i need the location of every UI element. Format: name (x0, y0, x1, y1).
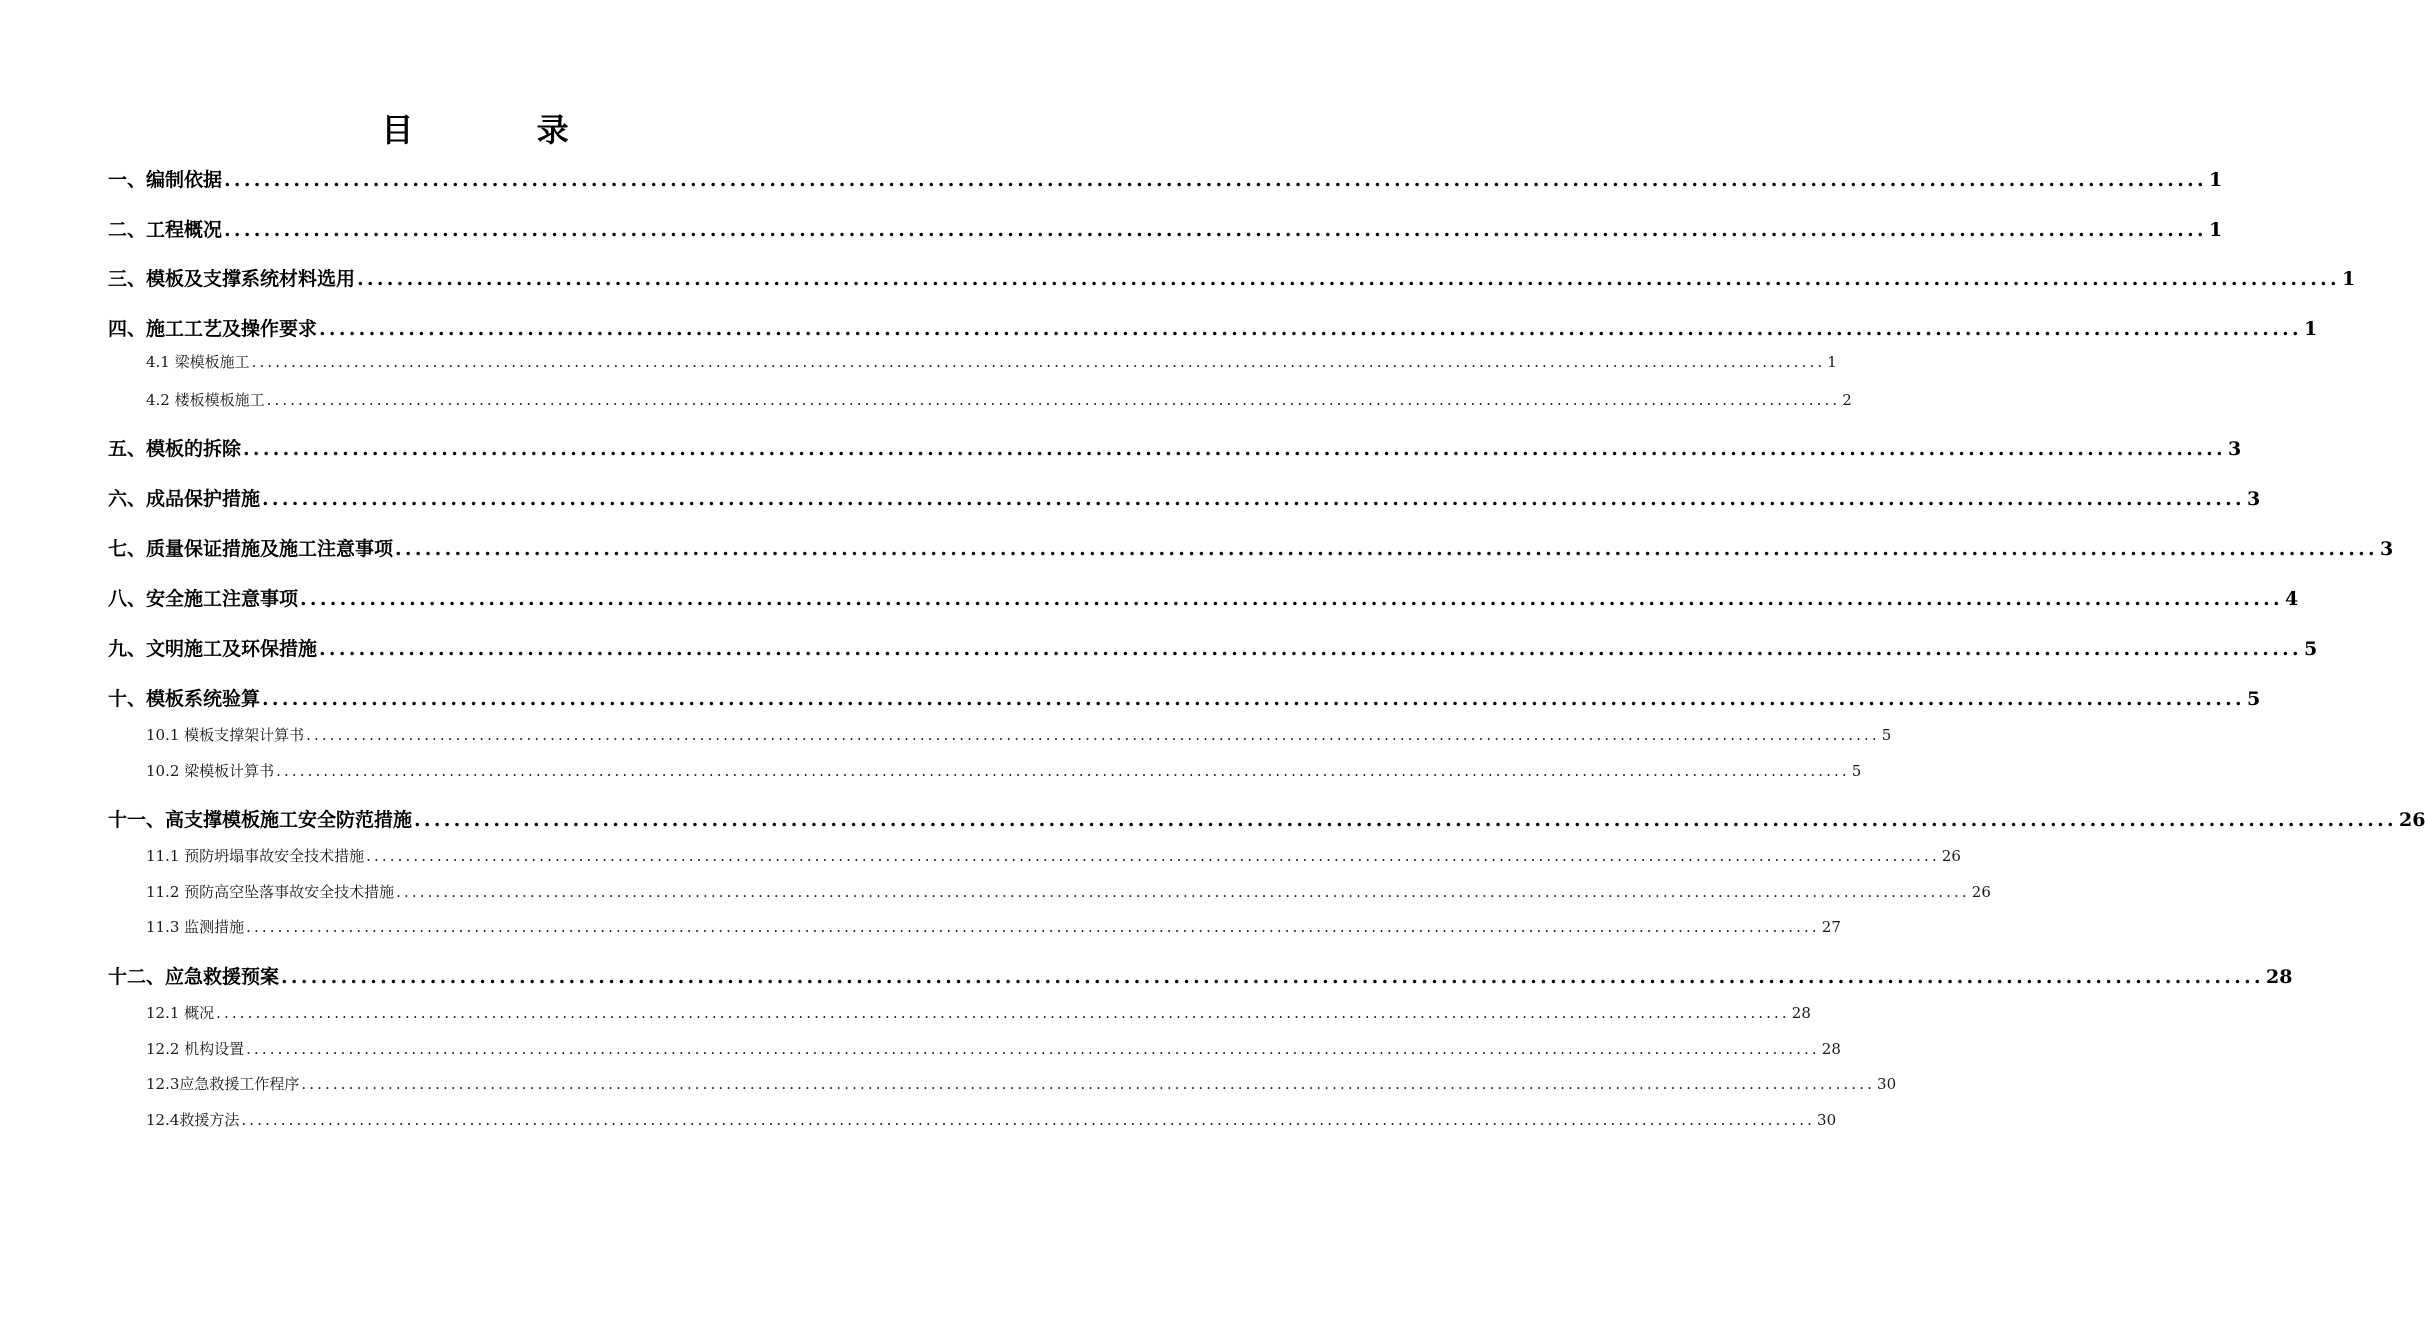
dot-leader: ........................................................................................................................................................................................................ (366, 847, 1940, 865)
toc-entry-section[interactable] (146, 1037, 1841, 1061)
dot-leader: ........................................................................................................................................................................................................ (357, 268, 2340, 290)
dot-leader: ........................................................................................................................................................................................................ (243, 438, 2226, 460)
toc-entry-page-number: 5 (2246, 688, 2261, 710)
toc-entry-label: 11.1 预防坍塌事故安全技术措施 (146, 847, 365, 865)
dot-leader: ........................................................................................................................................................................................................ (241, 1111, 1816, 1129)
toc-entry-label: 10.2 梁模板计算书 (146, 762, 275, 780)
toc-entry-section[interactable] (146, 880, 1991, 904)
toc-entry-section[interactable] (146, 759, 1862, 783)
dot-leader: ........................................................................................................................................................................................................ (396, 883, 1970, 901)
toc-entry-page-number: 4 (2284, 588, 2299, 610)
toc-entry-label: 二、工程概况 (108, 219, 223, 241)
dot-leader: ........................................................................................................................................................................................................ (300, 588, 2283, 610)
toc-entry-page-number: 3 (2227, 438, 2242, 460)
toc-entry-label: 五、模板的拆除 (108, 438, 242, 460)
toc-entry-label: 十二、应急救援预案 (108, 966, 280, 988)
toc-entry-page-number: 5 (1851, 762, 1862, 780)
toc-entry-page-number: 26 (1971, 883, 1991, 901)
dot-leader: ........................................................................................................................................................................................................ (319, 318, 2302, 340)
toc-entry-chapter[interactable] (108, 216, 2223, 244)
toc-entry-label: 十、模板系统验算 (108, 688, 261, 710)
toc-entry-section[interactable] (146, 1072, 1897, 1096)
toc-entry-page-number: 5 (2303, 638, 2318, 660)
dot-leader: ........................................................................................................................................................................................................ (414, 809, 2397, 831)
toc-entry-chapter[interactable] (108, 535, 2394, 563)
toc-entry-section[interactable] (146, 1001, 1811, 1025)
toc-entry-page-number: 3 (2379, 538, 2394, 560)
dot-leader: ........................................................................................................................................................................................................ (246, 918, 1820, 936)
toc-entry-page-number: 5 (1881, 726, 1892, 744)
toc-entry-section[interactable] (146, 350, 1837, 374)
dot-leader: ........................................................................................................................................................................................................ (306, 726, 1880, 744)
toc-entry-chapter[interactable] (108, 585, 2299, 613)
toc-entry-chapter[interactable] (108, 685, 2261, 713)
toc-title: 目 录 (381, 111, 625, 149)
toc-entry-page-number: 26 (1941, 847, 1961, 865)
toc-entry-label: 八、安全施工注意事项 (108, 588, 299, 610)
toc-entry-label: 一、编制依据 (108, 169, 223, 191)
toc-entry-page-number: 28 (2265, 966, 2293, 988)
toc-entry-page-number: 1 (2208, 169, 2223, 191)
toc-entry-label: 4.2 楼板模板施工 (146, 391, 265, 409)
toc-entry-label: 四、施工工艺及操作要求 (108, 318, 318, 340)
toc-entry-label: 11.2 预防高空坠落事故安全技术措施 (146, 883, 395, 901)
toc-entry-page-number: 26 (2398, 809, 2425, 831)
toc-entry-label: 11.3 监测措施 (146, 918, 245, 936)
toc-entry-label: 10.1 模板支撑架计算书 (146, 726, 305, 744)
toc-entry-label: 九、文明施工及环保措施 (108, 638, 318, 660)
dot-leader: ........................................................................................................................................................................................................ (216, 1004, 1790, 1022)
toc-entry-label: 七、质量保证措施及施工注意事项 (108, 538, 394, 560)
toc-entry-page-number: 1 (2341, 268, 2356, 290)
toc-entry-page-number: 2 (1842, 391, 1852, 409)
toc-entry-chapter[interactable] (108, 635, 2318, 663)
toc-entry-page-number: 1 (1827, 353, 1837, 371)
toc-entry-page-number: 28 (1821, 1040, 1841, 1058)
dot-leader: ........................................................................................................................................................................................................ (224, 219, 2207, 241)
toc-entry-page-number: 30 (1877, 1075, 1897, 1093)
toc-entry-section[interactable] (146, 844, 1961, 868)
toc-entry-label: 三、模板及支撑系统材料选用 (108, 268, 356, 290)
toc-entry-label: 4.1 梁模板施工 (146, 353, 250, 371)
dot-leader: ........................................................................................................................................................................................................ (224, 169, 2207, 191)
dot-leader: ........................................................................................................................................................................................................ (266, 391, 1841, 409)
toc-entry-chapter[interactable] (108, 315, 2318, 343)
toc-entry-page-number: 30 (1817, 1111, 1837, 1129)
dot-leader: ........................................................................................................................................................................................................ (262, 488, 2245, 510)
dot-leader: ........................................................................................................................................................................................................ (301, 1075, 1876, 1093)
toc-entry-label: 六、成品保护措施 (108, 488, 261, 510)
toc-entry-label: 12.2 机构设置 (146, 1040, 245, 1058)
dot-leader: ........................................................................................................................................................................................................ (251, 353, 1826, 371)
toc-entry-chapter[interactable] (108, 485, 2261, 513)
dot-leader: ........................................................................................................................................................................................................ (246, 1040, 1820, 1058)
dot-leader: ........................................................................................................................................................................................................ (319, 638, 2302, 660)
toc-entry-section[interactable] (146, 1108, 1837, 1132)
toc-entry-chapter[interactable] (108, 806, 2425, 834)
toc-entry-label: 12.3应急救援工作程序 (146, 1075, 300, 1093)
dot-leader: ........................................................................................................................................................................................................ (395, 538, 2378, 560)
toc-entry-section[interactable] (146, 723, 1892, 747)
toc-entry-chapter[interactable] (108, 166, 2223, 194)
dot-leader: ........................................................................................................................................................................................................ (262, 688, 2245, 710)
toc-entry-section[interactable] (146, 388, 1852, 412)
toc-entry-label: 12.4救援方法 (146, 1111, 240, 1129)
dot-leader: ........................................................................................................................................................................................................ (281, 966, 2264, 988)
toc-entry-chapter[interactable] (108, 265, 2356, 293)
toc-entry-chapter[interactable] (108, 963, 2293, 991)
toc-entry-page-number: 27 (1821, 918, 1841, 936)
toc-entry-label: 十一、高支撑模板施工安全防范措施 (108, 809, 413, 831)
dot-leader: ........................................................................................................................................................................................................ (276, 762, 1850, 780)
toc-entry-page-number: 28 (1791, 1004, 1811, 1022)
toc-entry-section[interactable] (146, 915, 1841, 939)
toc-entry-page-number: 1 (2303, 318, 2318, 340)
toc-entry-label: 12.1 概况 (146, 1004, 215, 1022)
toc-entry-page-number: 1 (2208, 219, 2223, 241)
toc-entry-chapter[interactable] (108, 435, 2242, 463)
toc-entry-page-number: 3 (2246, 488, 2261, 510)
